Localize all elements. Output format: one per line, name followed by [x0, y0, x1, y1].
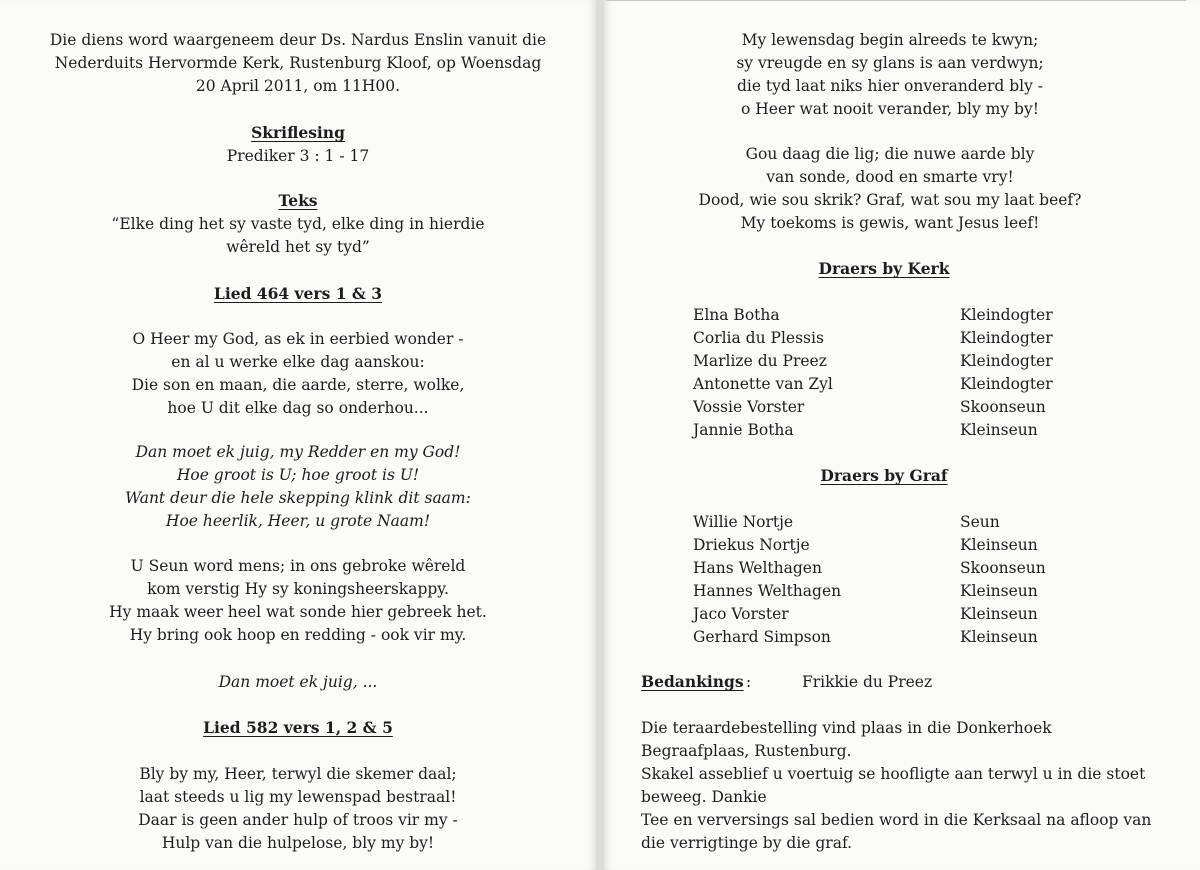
lied-464-verse3-line: Hy maak weer heel wat sonde hier gebreek het. — [109, 603, 487, 621]
teks-line-2: wêreld het sy tyd” — [226, 238, 370, 256]
lied-464-refrain-short: Dan moet ek juig, ... — [218, 673, 378, 691]
lied-582-verse5-line: Dood, wie sou skrik? Graf, wat sou my laat beef? — [698, 191, 1082, 209]
lied-582-verse1-line: Hulp van die hulpelose, bly my by! — [161, 834, 435, 852]
closing-line: Begraafplaas, Rustenburg. — [641, 742, 852, 760]
draer-kerk-relation: Kleindogter — [960, 329, 1053, 347]
draer-graf-name: Hans Welthagen — [693, 559, 822, 577]
bedankings-separator: : — [746, 673, 752, 691]
lied-582-verse2-line: sy vreugde en sy glans is aan verdwyn; — [736, 54, 1044, 72]
draer-kerk-relation: Kleindogter — [960, 375, 1053, 393]
lied-464-verse1-line: en al u werke elke dag aanskou: — [171, 353, 425, 371]
draer-graf-name: Driekus Nortje — [693, 536, 810, 554]
lied-464-verse1-line: Die son en maan, die aarde, sterre, wolke, — [131, 376, 465, 394]
closing-line: beweeg. Dankie — [641, 788, 767, 806]
draer-graf-relation: Seun — [960, 513, 1000, 531]
draer-graf-relation: Kleinseun — [960, 628, 1038, 646]
draer-kerk-name: Corlia du Plessis — [693, 329, 824, 347]
draer-kerk-name: Elna Botha — [693, 306, 780, 324]
draer-kerk-relation: Kleindogter — [960, 306, 1053, 324]
lied-582-verse1-line: laat steeds u lig my lewenspad bestraal! — [139, 788, 457, 806]
draer-kerk-name: Antonette van Zyl — [693, 375, 833, 393]
draers-kerk-heading: Draers by Kerk — [818, 259, 950, 278]
lied-464-verse3-line: kom verstig Hy sy koningsheerskappy. — [147, 580, 449, 598]
draer-kerk-relation: Skoonseun — [960, 398, 1046, 416]
lied-582-verse2-line: My lewensdag begin alreeds te kwyn; — [741, 31, 1039, 49]
lied-464-verse1-line: O Heer my God, as ek in eerbied wonder - — [132, 330, 464, 348]
lied-464-refrain-line: Hoe heerlik, Heer, u grote Naam! — [165, 512, 431, 530]
lied-582-verse5-line: van sonde, dood en smarte vry! — [766, 168, 1014, 186]
lied-464-heading: Lied 464 vers 1 & 3 — [213, 284, 383, 303]
intro-line-2: Nederduits Hervormde Kerk, Rustenburg Kloof, op Woensdag — [54, 54, 542, 72]
draer-graf-name: Gerhard Simpson — [693, 628, 831, 646]
draer-kerk-relation: Kleindogter — [960, 352, 1053, 370]
lied-582-verse2-line: o Heer wat nooit verander, bly my by! — [741, 100, 1039, 118]
closing-line: Die teraardebestelling vind plaas in die Donkerhoek — [641, 719, 1052, 737]
lied-464-verse3-line: Hy bring ook hoop en redding - ook vir my. — [129, 626, 467, 644]
draer-graf-name: Jaco Vorster — [693, 605, 789, 623]
teks-heading: Teks — [278, 191, 318, 210]
closing-line: Tee en verversings sal bedien word in die Kerksaal na afloop van — [641, 811, 1152, 829]
draer-graf-relation: Skoonseun — [960, 559, 1046, 577]
teks-line-1: “Elke ding het sy vaste tyd, elke ding in hierdie — [111, 215, 485, 233]
bedankings-name: Frikkie du Preez — [802, 673, 933, 691]
draer-graf-name: Willie Nortje — [693, 513, 794, 531]
lied-464-refrain-line: Dan moet ek juig, my Redder en my God! — [135, 443, 461, 461]
draer-graf-relation: Kleinseun — [960, 582, 1038, 600]
draer-kerk-name: Marlize du Preez — [693, 352, 827, 370]
closing-line: Skakel asseblief u voertuig se hoofligte aan terwyl u in die stoet — [641, 765, 1146, 783]
draer-graf-relation: Kleinseun — [960, 605, 1038, 623]
lied-582-verse1-line: Bly by my, Heer, terwyl die skemer daal; — [139, 765, 457, 783]
draer-graf-relation: Kleinseun — [960, 536, 1038, 554]
bedankings-label: Bedankings — [641, 672, 744, 691]
draer-graf-name: Hannes Welthagen — [693, 582, 842, 600]
intro-line-3: 20 April 2011, om 11H00. — [195, 77, 401, 95]
lied-582-verse5-line: Gou daag die lig; die nuwe aarde bly — [745, 145, 1035, 163]
page-fold — [596, 0, 604, 870]
lied-464-verse3-line: U Seun word mens; in ons gebroke wêreld — [130, 557, 466, 575]
skriflesing-text: Prediker 3 : 1 - 17 — [226, 147, 370, 165]
draer-kerk-name: Jannie Botha — [693, 421, 794, 439]
draers-graf-heading: Draers by Graf — [820, 466, 948, 485]
draer-kerk-relation: Kleinseun — [960, 421, 1038, 439]
page-top-edge — [606, 0, 1186, 1]
lied-582-verse1-line: Daar is geen ander hulp of troos vir my - — [138, 811, 458, 829]
closing-line: die verrigtinge by die graf. — [641, 834, 853, 852]
lied-582-verse2-line: die tyd laat niks hier onveranderd bly - — [736, 77, 1044, 95]
lied-464-verse1-line: hoe U dit elke dag so onderhou... — [167, 399, 429, 417]
draer-kerk-name: Vossie Vorster — [693, 398, 805, 416]
lied-582-heading: Lied 582 vers 1, 2 & 5 — [203, 718, 393, 737]
lied-464-refrain-line: Hoe groot is U; hoe groot is U! — [176, 466, 420, 484]
intro-line-1: Die diens word waargeneem deur Ds. Nardus Enslin vanuit die — [49, 31, 547, 49]
lied-464-refrain-line: Want deur die hele skepping klink dit saam: — [125, 489, 471, 507]
skriflesing-heading: Skriflesing — [251, 123, 345, 142]
lied-582-verse5-line: My toekoms is gewis, want Jesus leef! — [740, 214, 1040, 232]
